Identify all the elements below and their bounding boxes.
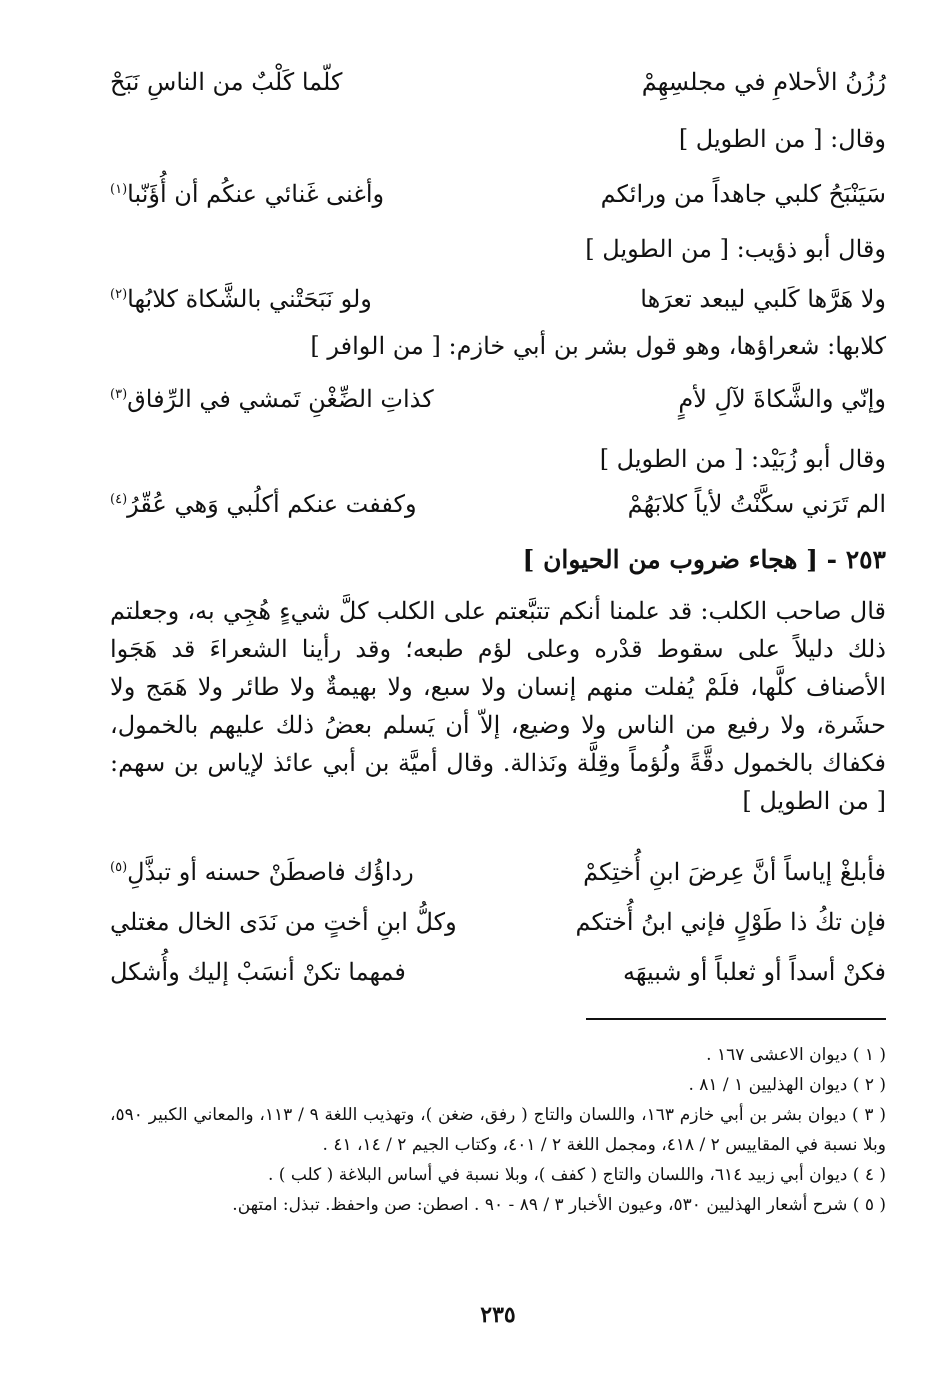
- verse-first-hemistich: فأبلغْ إياساً أنَّ عِرضَ ابنِ أُختِكمْ: [583, 858, 886, 886]
- verse-second-hemistich: كلّما كَلْبٌ من الناسِ نَبَحْ: [110, 68, 343, 96]
- footnote-ref: (١): [110, 182, 128, 197]
- verse-second-hemistich: ولو نَبَحَتْني بالشَّكاة كلابُها$^{(٢)}$: [110, 285, 372, 313]
- footnote: ( ٤ ) ديوان أبي زبيد ٦١٤، واللسان والتاج ( كفف )، وبلا نسبة في أساس البلاغة ( كلب ) .: [268, 1165, 886, 1185]
- verse-first-hemistich: رُزُنُ الأحلامِ في مجلسِهِمْ: [641, 68, 886, 96]
- verse-first-hemistich: فإن تكُ ذا طَوْلٍ فإني ابنُ أُختكم: [575, 908, 886, 936]
- footnote: ( ٣ ) ديوان بشر بن أبي خازم ١٦٣، واللسان والتاج ( رفق، ضغن )، وتهذيب اللغة ٩ / ١١٣، والمعاني الكبير ٥٩٠، وبلا نسبة في المقاييس ٢ / ٤١٨، ومجمل اللغة ٢ / ٤٠١، وكتاب الجيم ٢ / ١٤، ٤١ .: [110, 1105, 886, 1155]
- verse-intro: وقال أبو زُبَيْد: [ من الطويل ]: [599, 445, 886, 473]
- verse-second-hemistich: كذاتِ الضِّغْنِ تَمشي في الرِّفاق$^{(٣)}$: [110, 385, 434, 413]
- footnote-ref: (٢): [110, 287, 128, 302]
- verse-line: [110, 858, 886, 898]
- section-heading: ٢٥٣ - [ هجاء ضروب من الحيوان ]: [522, 545, 886, 574]
- verse-line: [110, 908, 886, 948]
- footnotes: [110, 1040, 886, 1220]
- footnote-ref: (٥): [110, 860, 128, 875]
- footnote: ( ٢ ) ديوان الهذليين ١ / ٨١ .: [688, 1075, 886, 1095]
- verse-first-hemistich: وإنّي والشَّكاةَ لآلِ لأمٍ: [678, 385, 886, 413]
- verse-line: [110, 180, 886, 220]
- verse-intro: كلابها: شعراؤها، وهو قول بشر بن أبي خازم: [ من الوافر ]: [310, 332, 886, 360]
- verse-line: [110, 958, 886, 998]
- verse-first-hemistich: الم تَرَني سكَّنْتُ لأياً كلابَهُمْ: [627, 490, 886, 518]
- verse-second-hemistich: رداؤُك فاصطَنْ حسنه أو تبذَّلِ$^{(٥)}$: [110, 858, 414, 886]
- book-page: [110, 40, 886, 1389]
- verse-second-hemistich: وكففت عنكم أكلُبي وَهي عُقّرُ$^{(٤)}$: [110, 490, 417, 518]
- verse-second-hemistich: فمهما تكنْ أنسَبْ إليك وأُشكل: [110, 958, 406, 986]
- body-paragraph: قال صاحب الكلب: قد علمنا أنكم تتبَّعتم على الكلب كلَّ شيءٍ هُجِي به، وجعلتم ذلك دليلاً على سقوط قدْره وعلى لؤم طبعه؛ وقد رأينا الشعراءَ قد هَجَوا الأصناف كلَّها، فلَمْ يُفلت منهم إنسان ولا سبع، ولا بهيمةٌ ولا طائر ولا هَمَج ولا حشَرة، ولا رفيع من الناس ولا وضيع، إلاّ أن يَسلم بعضُ ذلك عليهم بالخمول، فكفاك بالخمول دقَّةً ولُؤماً وقِلَّة ونَذالة. وقال أميَّة بن أبي عائذ لإياس بن سهم: [ من الطويل ]: [110, 597, 886, 815]
- footnote-ref: (٤): [110, 492, 128, 507]
- footnote: ( ٥ ) شرح أشعار الهذليين ٥٣٠، وعيون الأخبار ٣ / ٨٩ - ٩٠ . اصطن: صن واحفظ. تبذل: امتهن.: [232, 1195, 886, 1215]
- footnote: ( ١ ) ديوان الاعشى ١٦٧ .: [706, 1045, 886, 1065]
- page-number: ٢٣٥: [480, 1302, 516, 1328]
- verse-second-hemistich: وأغنى غَنائي عنكُم أن أُؤَنّبا$^{(١)}$: [110, 180, 385, 208]
- footnote-divider: [586, 1018, 886, 1020]
- verse-intro: وقال أبو ذؤيب: [ من الطويل ]: [585, 235, 886, 263]
- verse-line: [110, 490, 886, 530]
- footnote-ref: (٣): [110, 387, 128, 402]
- verse-line: [110, 385, 886, 425]
- verse-first-hemistich: ولا هَرَّها كَلبي ليبعد تعرَها: [640, 285, 886, 313]
- verse-first-hemistich: سَيَنْبَحُ كلبي جاهداً من ورائكم: [600, 180, 886, 208]
- verse-line: [110, 68, 886, 108]
- verse-second-hemistich: وكلُّ ابنِ أختٍ من نَدَى الخال مغتلي: [110, 908, 457, 936]
- verse-line: [110, 285, 886, 325]
- verse-first-hemistich: فكنْ أسداً أو ثعلباً أو شبيهَه: [623, 958, 886, 986]
- verse-intro: وقال: [ من الطويل ]: [678, 125, 886, 153]
